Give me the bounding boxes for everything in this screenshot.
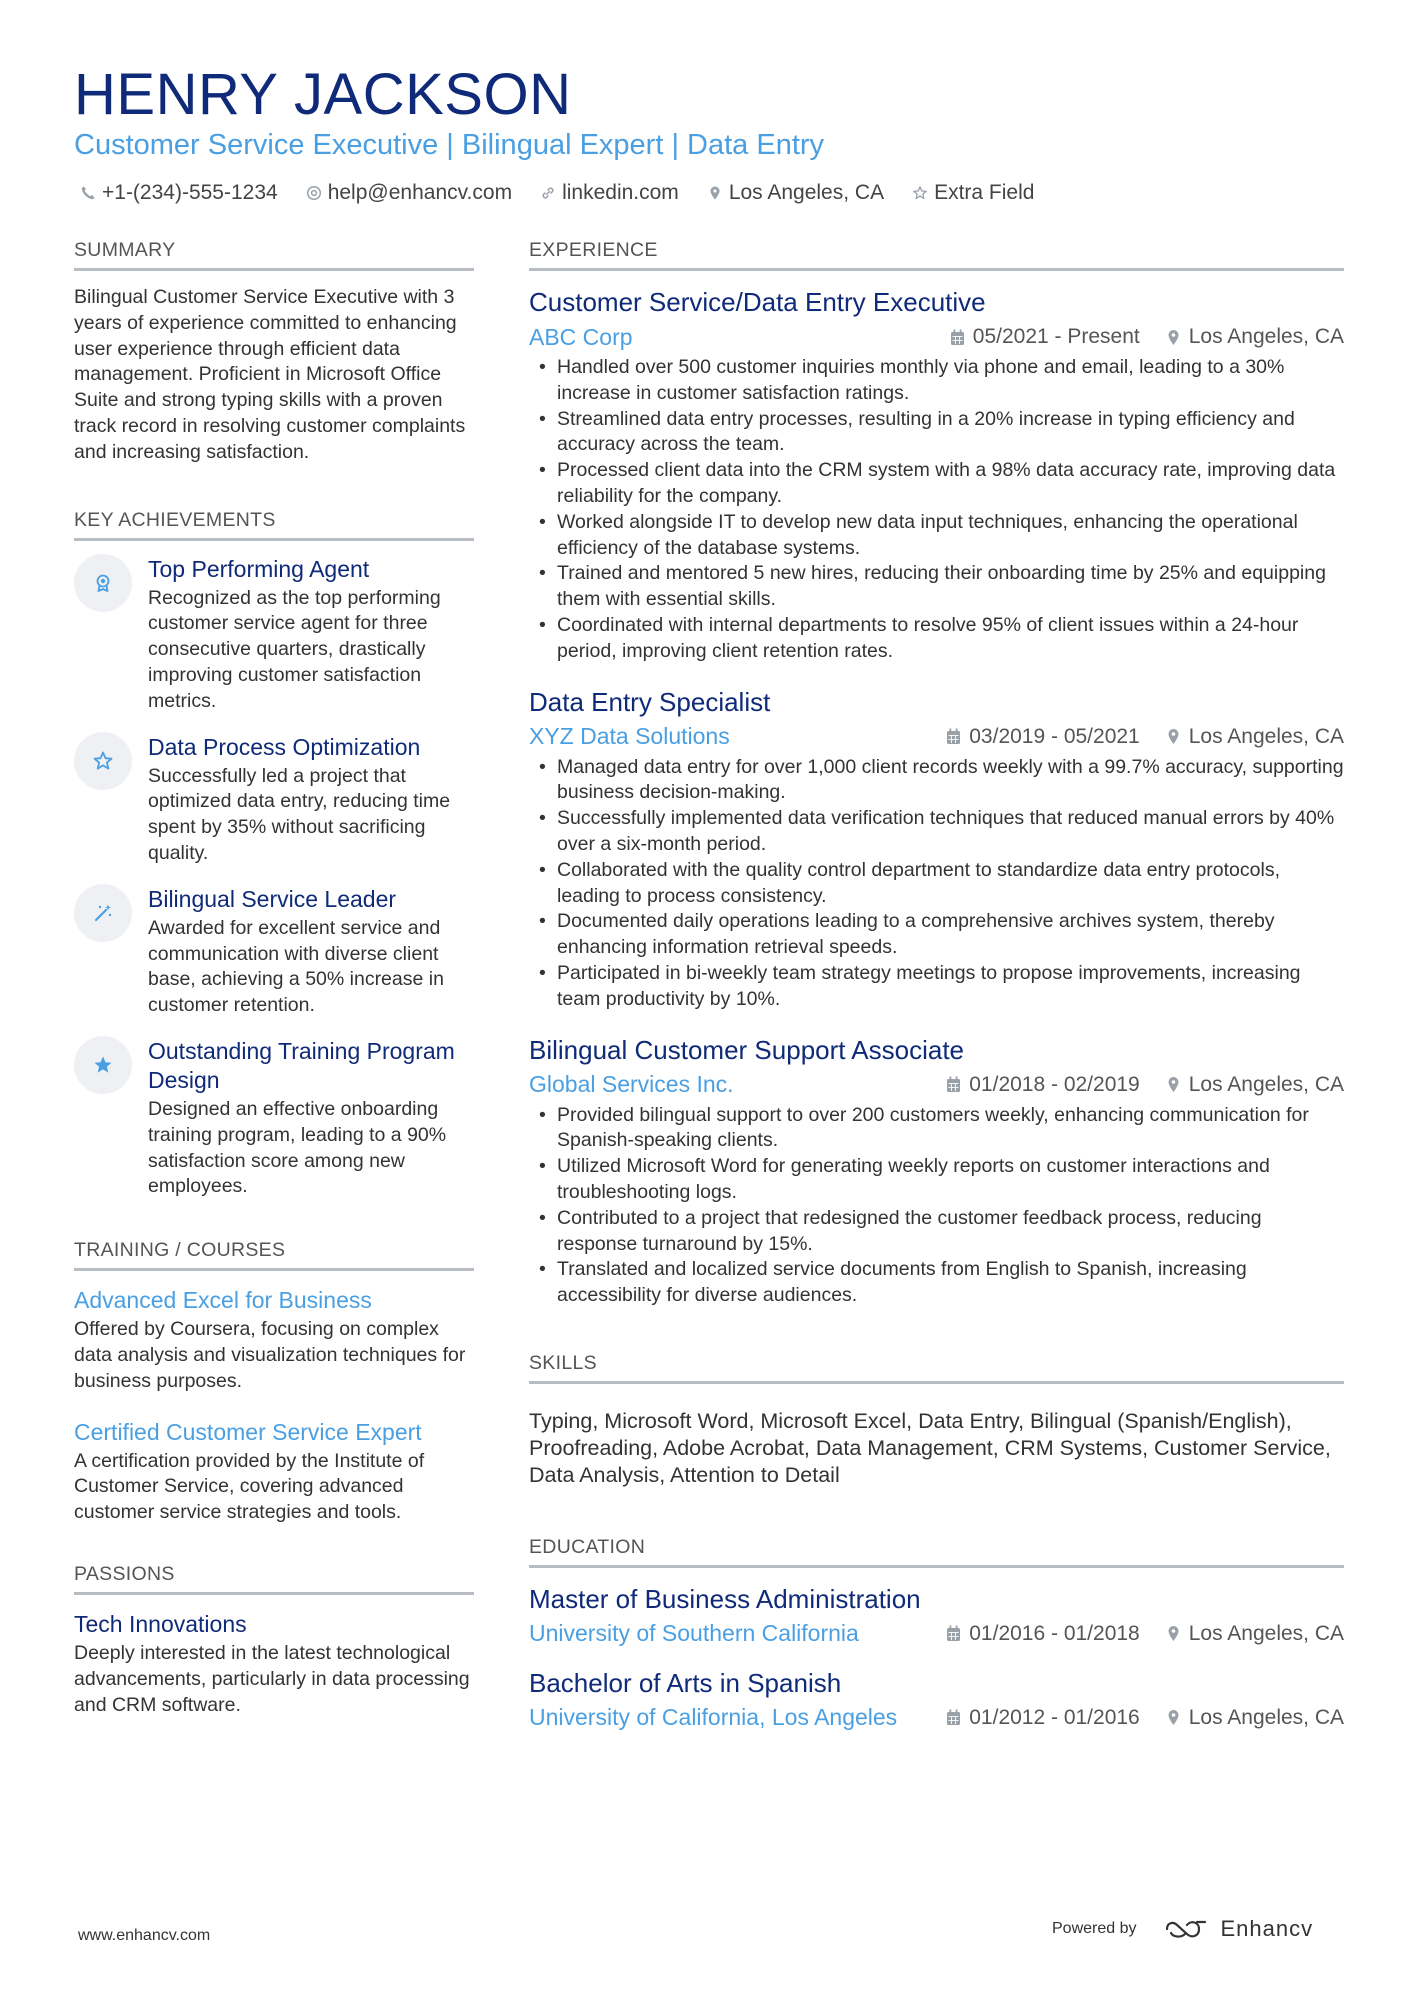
powered-by-label: Powered by bbox=[1052, 1920, 1137, 1937]
passions-section bbox=[74, 1560, 474, 1718]
job-meta-details bbox=[950, 325, 1344, 349]
contact-location-text: Los Angeles, CA bbox=[728, 181, 885, 204]
contact-phone-text: +1-(234)-555-1234 bbox=[102, 181, 278, 204]
passion-title: Tech Innovations bbox=[74, 1610, 247, 1637]
job-title: Bilingual Customer Support Associate bbox=[529, 1034, 965, 1065]
education-degree: Bachelor of Arts in Spanish bbox=[529, 1667, 842, 1698]
contact-location bbox=[707, 178, 884, 208]
enhancv-brand-name: Enhancv bbox=[1220, 1916, 1314, 1941]
achievement-text: Recognized as the top performing customer service agent for three consecutive quarters, drastically improving customer satisfaction metrics. bbox=[148, 586, 441, 712]
location-icon bbox=[1166, 1709, 1181, 1726]
achievement-text: Awarded for excellent service and communication with diverse client base, achieving a 50% increase in customer retention. bbox=[148, 916, 444, 1017]
job-bullet: • Streamlined data entry processes, resulting in a 20% increase in typing efficiency and accuracy across the team. bbox=[529, 407, 1344, 459]
job-dates-text: 05/2021 - Present bbox=[972, 325, 1140, 348]
right-column bbox=[529, 236, 1344, 1750]
job-location-text: Los Angeles, CA bbox=[1188, 724, 1344, 748]
calendar-icon bbox=[950, 329, 965, 346]
course-text: A certification provided by the Institute of Customer Service, covering advanced customer service strategies and tools. bbox=[74, 1449, 425, 1524]
link-icon bbox=[540, 185, 556, 201]
education-entry bbox=[529, 1666, 1344, 1736]
achievement-text: Successfully led a project that optimized data entry, reducing time spent by 35% without sacrificing quality. bbox=[148, 764, 451, 864]
footer-website-link[interactable]: www.enhancv.com bbox=[78, 1927, 211, 1944]
education-meta bbox=[529, 1700, 1344, 1736]
education-entry bbox=[529, 1582, 1344, 1652]
job-location bbox=[1166, 1073, 1344, 1097]
education-school: University of California, Los Angeles bbox=[529, 1704, 898, 1731]
job-bullet: • Utilized Microsoft Word for generating weekly reports on customer interactions and troubleshooting logs. bbox=[529, 1154, 1344, 1206]
job-bullet: • Translated and localized service documents from English to Spanish, increasing accessibility for diverse audiences. bbox=[529, 1257, 1344, 1309]
contact-email[interactable] bbox=[306, 178, 512, 208]
job-bullet: • Processed client data into the CRM system with a 98% data accuracy rate, improving data reliability for the company. bbox=[529, 458, 1344, 510]
education-section bbox=[529, 1533, 1344, 1736]
passion-item bbox=[74, 1609, 474, 1718]
job-bullet: • Collaborated with the quality control department to standardize data entry protocols, leading to process consistency. bbox=[529, 858, 1344, 910]
location-icon bbox=[1166, 329, 1181, 346]
at-icon bbox=[306, 185, 322, 201]
achievement-icon-badge bbox=[74, 1036, 132, 1094]
contact-bar bbox=[80, 178, 1034, 208]
job-bullet: • Coordinated with internal departments to resolve 95% of client issues within a 24-hour period, improving client retention rates. bbox=[529, 613, 1344, 665]
phone-icon bbox=[80, 185, 96, 201]
job-location bbox=[1166, 325, 1344, 349]
job-location-text: Los Angeles, CA bbox=[1188, 1072, 1344, 1096]
calendar-icon bbox=[946, 1709, 961, 1726]
job-bullet: • Participated in bi-weekly team strategy meetings to propose improvements, increasing team productivity by 10%. bbox=[529, 961, 1344, 1013]
enhancv-logo-icon bbox=[1163, 1916, 1209, 1942]
job-entry bbox=[529, 685, 1344, 1013]
contact-extra-text: Extra Field bbox=[934, 181, 1035, 204]
achievements-heading: KEY ACHIEVEMENTS bbox=[74, 506, 474, 541]
job-bullets bbox=[529, 1103, 1344, 1309]
location-icon bbox=[1166, 728, 1181, 745]
course-item bbox=[74, 1285, 474, 1394]
job-entry bbox=[529, 1033, 1344, 1309]
contact-linkedin-text: linkedin.com bbox=[562, 181, 679, 204]
achievement-text: Designed an effective onboarding training program, leading to a 90% satisfaction score among new employees. bbox=[148, 1097, 447, 1198]
location-icon bbox=[707, 185, 723, 201]
experience-heading: EXPERIENCE bbox=[529, 236, 1344, 271]
job-entry bbox=[529, 285, 1344, 665]
job-dates bbox=[946, 1073, 1139, 1097]
training-section bbox=[74, 1236, 474, 1526]
job-bullet: • Successfully implemented data verification techniques that reduced manual errors by 40% over a six-month period. bbox=[529, 806, 1344, 858]
experience-section bbox=[529, 236, 1344, 1309]
job-meta-details bbox=[946, 1073, 1344, 1097]
job-dates-text: 03/2019 - 05/2021 bbox=[969, 724, 1140, 748]
achievement-title: Outstanding Training Program Design bbox=[148, 1037, 455, 1093]
education-location bbox=[1166, 1622, 1344, 1646]
education-location-text: Los Angeles, CA bbox=[1188, 1621, 1344, 1645]
job-meta bbox=[529, 719, 1344, 755]
location-icon bbox=[1166, 1625, 1181, 1642]
magic-wand-icon bbox=[91, 901, 115, 925]
achievement-icon-badge bbox=[74, 884, 132, 942]
job-bullet: • Worked alongside IT to develop new data input techniques, enhancing the operational efficiency of the database systems. bbox=[529, 510, 1344, 562]
achievement-item bbox=[74, 1037, 474, 1200]
job-location-text: Los Angeles, CA bbox=[1188, 325, 1344, 348]
contact-phone[interactable] bbox=[80, 178, 278, 208]
job-company: ABC Corp bbox=[529, 323, 633, 350]
job-bullets bbox=[529, 755, 1344, 1013]
education-dates-text: 01/2012 - 01/2016 bbox=[969, 1705, 1140, 1729]
job-dates bbox=[950, 325, 1140, 349]
education-meta-details bbox=[946, 1622, 1344, 1646]
award-icon bbox=[91, 571, 115, 595]
education-school: University of Southern California bbox=[529, 1620, 859, 1647]
job-location bbox=[1166, 725, 1344, 749]
job-company: XYZ Data Solutions bbox=[529, 723, 730, 750]
summary-text: Bilingual Customer Service Executive with 3 years of experience committed to enhancing user experience through efficient data management. Proficient in Microsoft Office Suite and strong typing skills with a proven track record in resolving customer complaints and increasing satisfaction. bbox=[74, 286, 466, 463]
job-title: Customer Service/Data Entry Executive bbox=[529, 287, 986, 317]
job-title: Data Entry Specialist bbox=[529, 686, 771, 717]
left-column bbox=[74, 236, 474, 1718]
skills-text: Typing, Microsoft Word, Microsoft Excel, Data Entry, Bilingual (Spanish/English), Proofreading, Adobe Acrobat, Data Management, CRM Systems, Customer Service, Data Analysis, Attention to Detail bbox=[529, 1408, 1331, 1487]
job-bullet: • Provided bilingual support to over 200 customers weekly, enhancing communication for Spanish-speaking clients. bbox=[529, 1103, 1344, 1155]
training-heading: TRAINING / COURSES bbox=[74, 1236, 474, 1271]
achievement-item bbox=[74, 555, 474, 715]
education-meta-details bbox=[946, 1706, 1344, 1730]
star-filled-icon bbox=[91, 1053, 115, 1077]
candidate-headline: Customer Service Executive | Bilingual Expert | Data Entry bbox=[74, 129, 825, 161]
job-company: Global Services Inc. bbox=[529, 1071, 734, 1098]
achievement-item bbox=[74, 885, 474, 1019]
achievement-title: Data Process Optimization bbox=[148, 733, 421, 760]
achievements-section bbox=[74, 506, 474, 1201]
achievement-title: Top Performing Agent bbox=[148, 555, 370, 582]
achievement-item bbox=[74, 733, 474, 867]
summary-heading: SUMMARY bbox=[74, 236, 474, 271]
education-dates-text: 01/2016 - 01/2018 bbox=[969, 1621, 1140, 1645]
job-bullet: • Documented daily operations leading to a comprehensive archives system, thereby enhancing information retrieval speeds. bbox=[529, 909, 1344, 961]
contact-linkedin[interactable] bbox=[540, 178, 679, 208]
job-bullet: • Handled over 500 customer inquiries monthly via phone and email, leading to a 30% increase in customer satisfaction ratings. bbox=[529, 355, 1344, 407]
achievement-title: Bilingual Service Leader bbox=[148, 885, 397, 912]
passions-heading: PASSIONS bbox=[74, 1560, 474, 1595]
achievement-body bbox=[148, 555, 474, 715]
job-bullet: • Contributed to a project that redesigned the customer feedback process, reducing response turnaround by 15%. bbox=[529, 1206, 1344, 1258]
footer-branding bbox=[1052, 1916, 1313, 1942]
enhancv-logo[interactable] bbox=[1163, 1916, 1314, 1942]
candidate-name: HENRY JACKSON bbox=[74, 62, 572, 127]
location-icon bbox=[1166, 1076, 1181, 1093]
education-dates bbox=[946, 1622, 1139, 1646]
contact-email-text: help@enhancv.com bbox=[327, 181, 513, 204]
calendar-icon bbox=[946, 1076, 961, 1093]
job-meta bbox=[529, 1067, 1344, 1103]
education-heading: EDUCATION bbox=[529, 1533, 1344, 1568]
education-dates bbox=[946, 1706, 1139, 1730]
achievement-icon-badge bbox=[74, 554, 132, 612]
course-text: Offered by Coursera, focusing on complex data analysis and visualization techniques for business purposes. bbox=[74, 1318, 466, 1392]
course-title: Certified Customer Service Expert bbox=[74, 1418, 422, 1445]
calendar-icon bbox=[946, 728, 961, 745]
job-dates-text: 01/2018 - 02/2019 bbox=[969, 1072, 1140, 1096]
achievement-body bbox=[148, 885, 474, 1019]
education-degree: Master of Business Administration bbox=[529, 1583, 921, 1614]
job-bullet: • Managed data entry for over 1,000 client records weekly with a 99.7% accuracy, supporting business decision-making. bbox=[529, 755, 1344, 807]
skills-heading: SKILLS bbox=[529, 1349, 1344, 1384]
course-title: Advanced Excel for Business bbox=[74, 1287, 372, 1314]
achievement-body bbox=[148, 1037, 474, 1200]
achievement-body bbox=[148, 733, 474, 867]
passion-text: Deeply interested in the latest technological advancements, particularly in data processing and CRM software. bbox=[74, 1641, 470, 1716]
star-icon bbox=[912, 185, 928, 201]
star-outline-icon bbox=[91, 749, 115, 773]
job-meta-details bbox=[946, 725, 1344, 749]
job-dates bbox=[946, 725, 1139, 749]
calendar-icon bbox=[946, 1625, 961, 1642]
job-bullet: • Trained and mentored 5 new hires, reducing their onboarding time by 25% and equipping them with essential skills. bbox=[529, 561, 1344, 613]
education-location-text: Los Angeles, CA bbox=[1188, 1705, 1344, 1729]
skills-section bbox=[529, 1349, 1344, 1489]
contact-extra bbox=[912, 178, 1034, 208]
job-bullets bbox=[529, 355, 1344, 665]
education-meta bbox=[529, 1616, 1344, 1652]
job-meta bbox=[529, 319, 1344, 355]
summary-section bbox=[74, 236, 474, 466]
course-item bbox=[74, 1417, 474, 1526]
achievement-icon-badge bbox=[74, 732, 132, 790]
education-location bbox=[1166, 1706, 1344, 1730]
